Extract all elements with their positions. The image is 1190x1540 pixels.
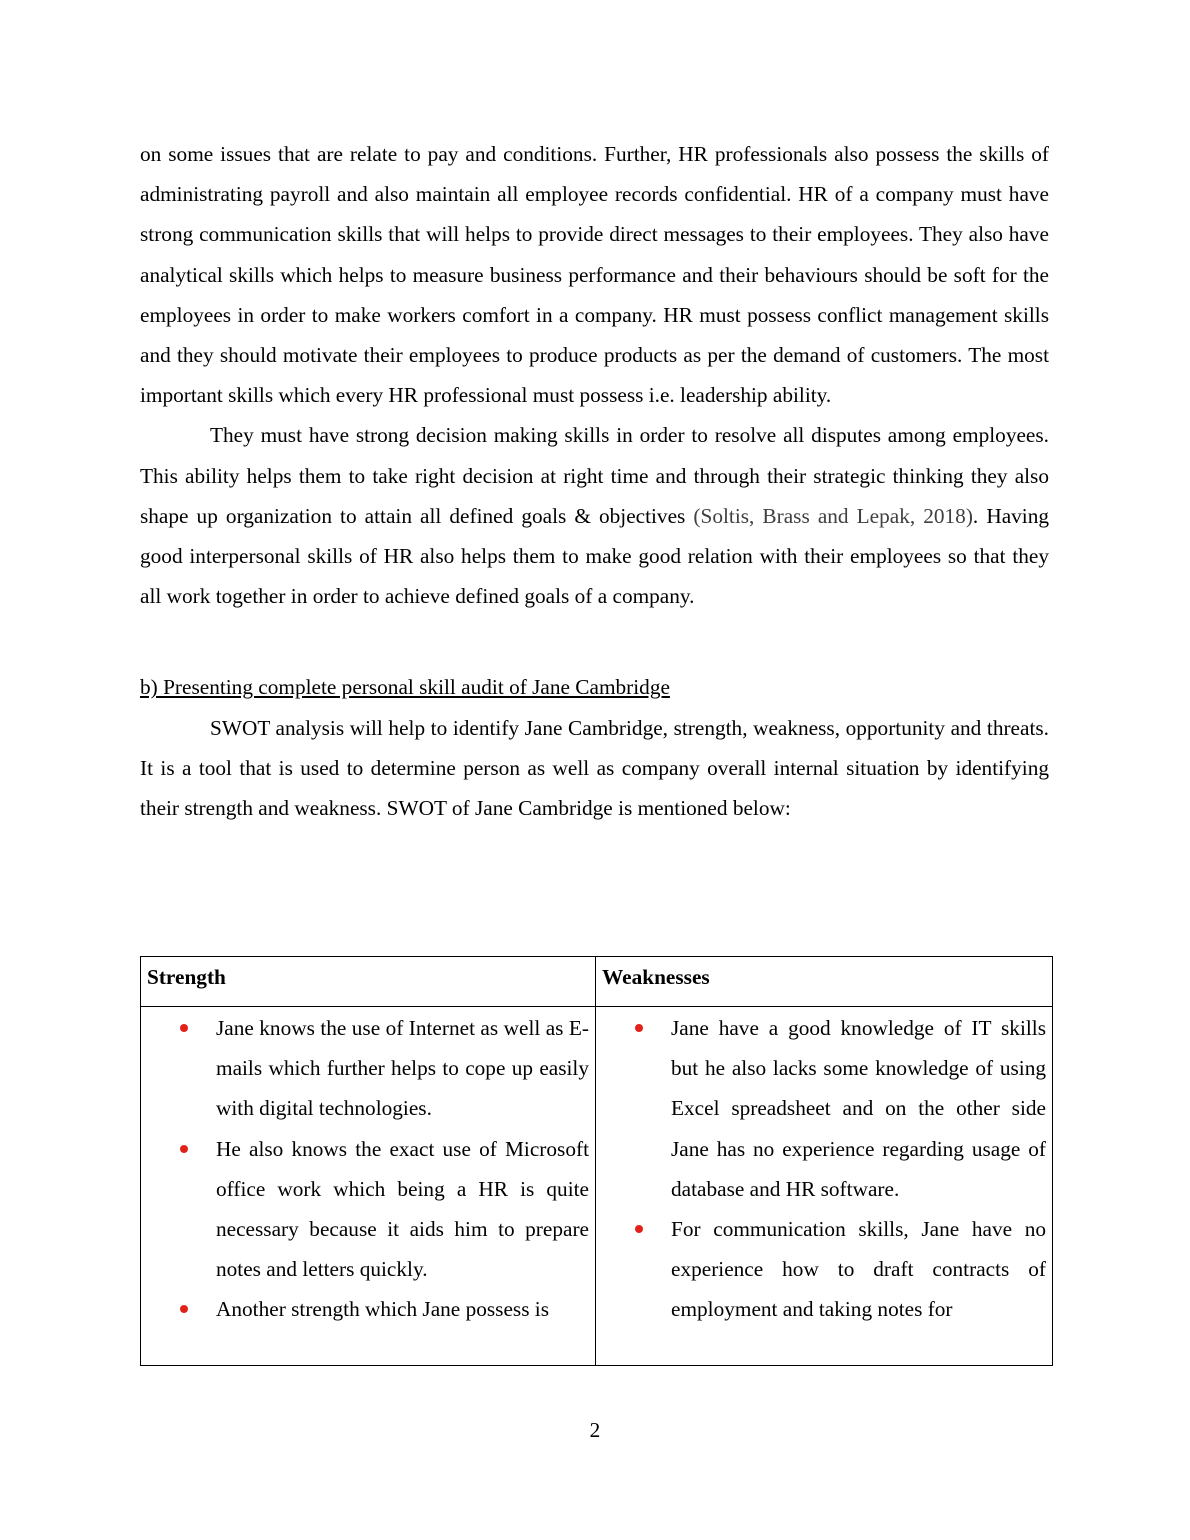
list-item: For communication skills, Jane have no experience how to draft contracts of employment and taking notes for	[596, 1209, 1052, 1330]
document-body	[140, 134, 1049, 828]
table-row	[141, 1007, 1053, 1366]
list-item: He also knows the exact use of Microsoft office work which being a HR is quite necessary because it aids him to prepare notes and letters quickly.	[141, 1129, 595, 1290]
table-header-strength: Strength	[141, 957, 596, 1007]
list-item: Another strength which Jane possess is	[141, 1289, 595, 1329]
paragraph-text: . Having good interpersonal skills of HR also helps them to make good relation with their employees so that they all work together in order to achieve defined goals of a company.	[140, 503, 1050, 609]
spacer	[140, 616, 1049, 667]
bullet-icon	[635, 1225, 643, 1233]
bullet-icon	[180, 1145, 188, 1153]
paragraph-text: They must have strong decision making skills in order to resolve all disputes among employees. This ability helps them to take right decision at right time and through their strategic thinking they also shape up organization to attain all defined goals & objectives	[140, 423, 1049, 528]
table-header-weaknesses: Weaknesses	[596, 957, 1053, 1007]
body-paragraph	[140, 415, 1049, 616]
bullet-icon	[635, 1024, 643, 1032]
citation: (Soltis, Brass and Lepak, 2018)	[693, 503, 973, 528]
bullet-icon	[180, 1024, 188, 1032]
section-heading: b) Presenting complete personal skill audit of Jane Cambridge	[140, 675, 670, 700]
page-number: 2	[589, 1418, 601, 1442]
strength-cell	[141, 1007, 596, 1366]
weakness-cell	[596, 1007, 1053, 1366]
list-item: Jane have a good knowledge of IT skills but he also lacks some knowledge of using Excel spreadsheet and on the other side Jane has no experience regarding usage of database and HR software.	[596, 1008, 1052, 1209]
list-item: Jane knows the use of Internet as well as E- mails which further helps to cope up easily with digital technologies.	[141, 1008, 595, 1129]
swot-table	[140, 956, 1053, 1366]
body-paragraph: on some issues that are relate to pay and conditions. Further, HR professionals also possess the skills of administrating payroll and also maintain all employee records confidential. HR of a company must have strong communication skills that will helps to provide direct messages to their employees. They also have analytical skills which helps to measure business performance and their behaviours should be soft for the employees in order to make workers comfort in a company. HR must possess conflict management skills and they should motivate their employees to produce products as per the demand of customers. The most important skills which every HR professional must possess i.e. leadership ability.	[140, 142, 1049, 408]
weakness-list	[596, 1007, 1052, 1330]
body-paragraph: SWOT analysis will help to identify Jane Cambridge, strength, weakness, opportunity and threats. It is a tool that is used to determine person as well as company overall internal situation by identifying their strength and weakness. SWOT of Jane Cambridge is mentioned below:	[140, 715, 1049, 821]
strength-list	[141, 1007, 595, 1330]
bullet-icon	[180, 1305, 188, 1313]
table-header-row	[141, 957, 1053, 1007]
